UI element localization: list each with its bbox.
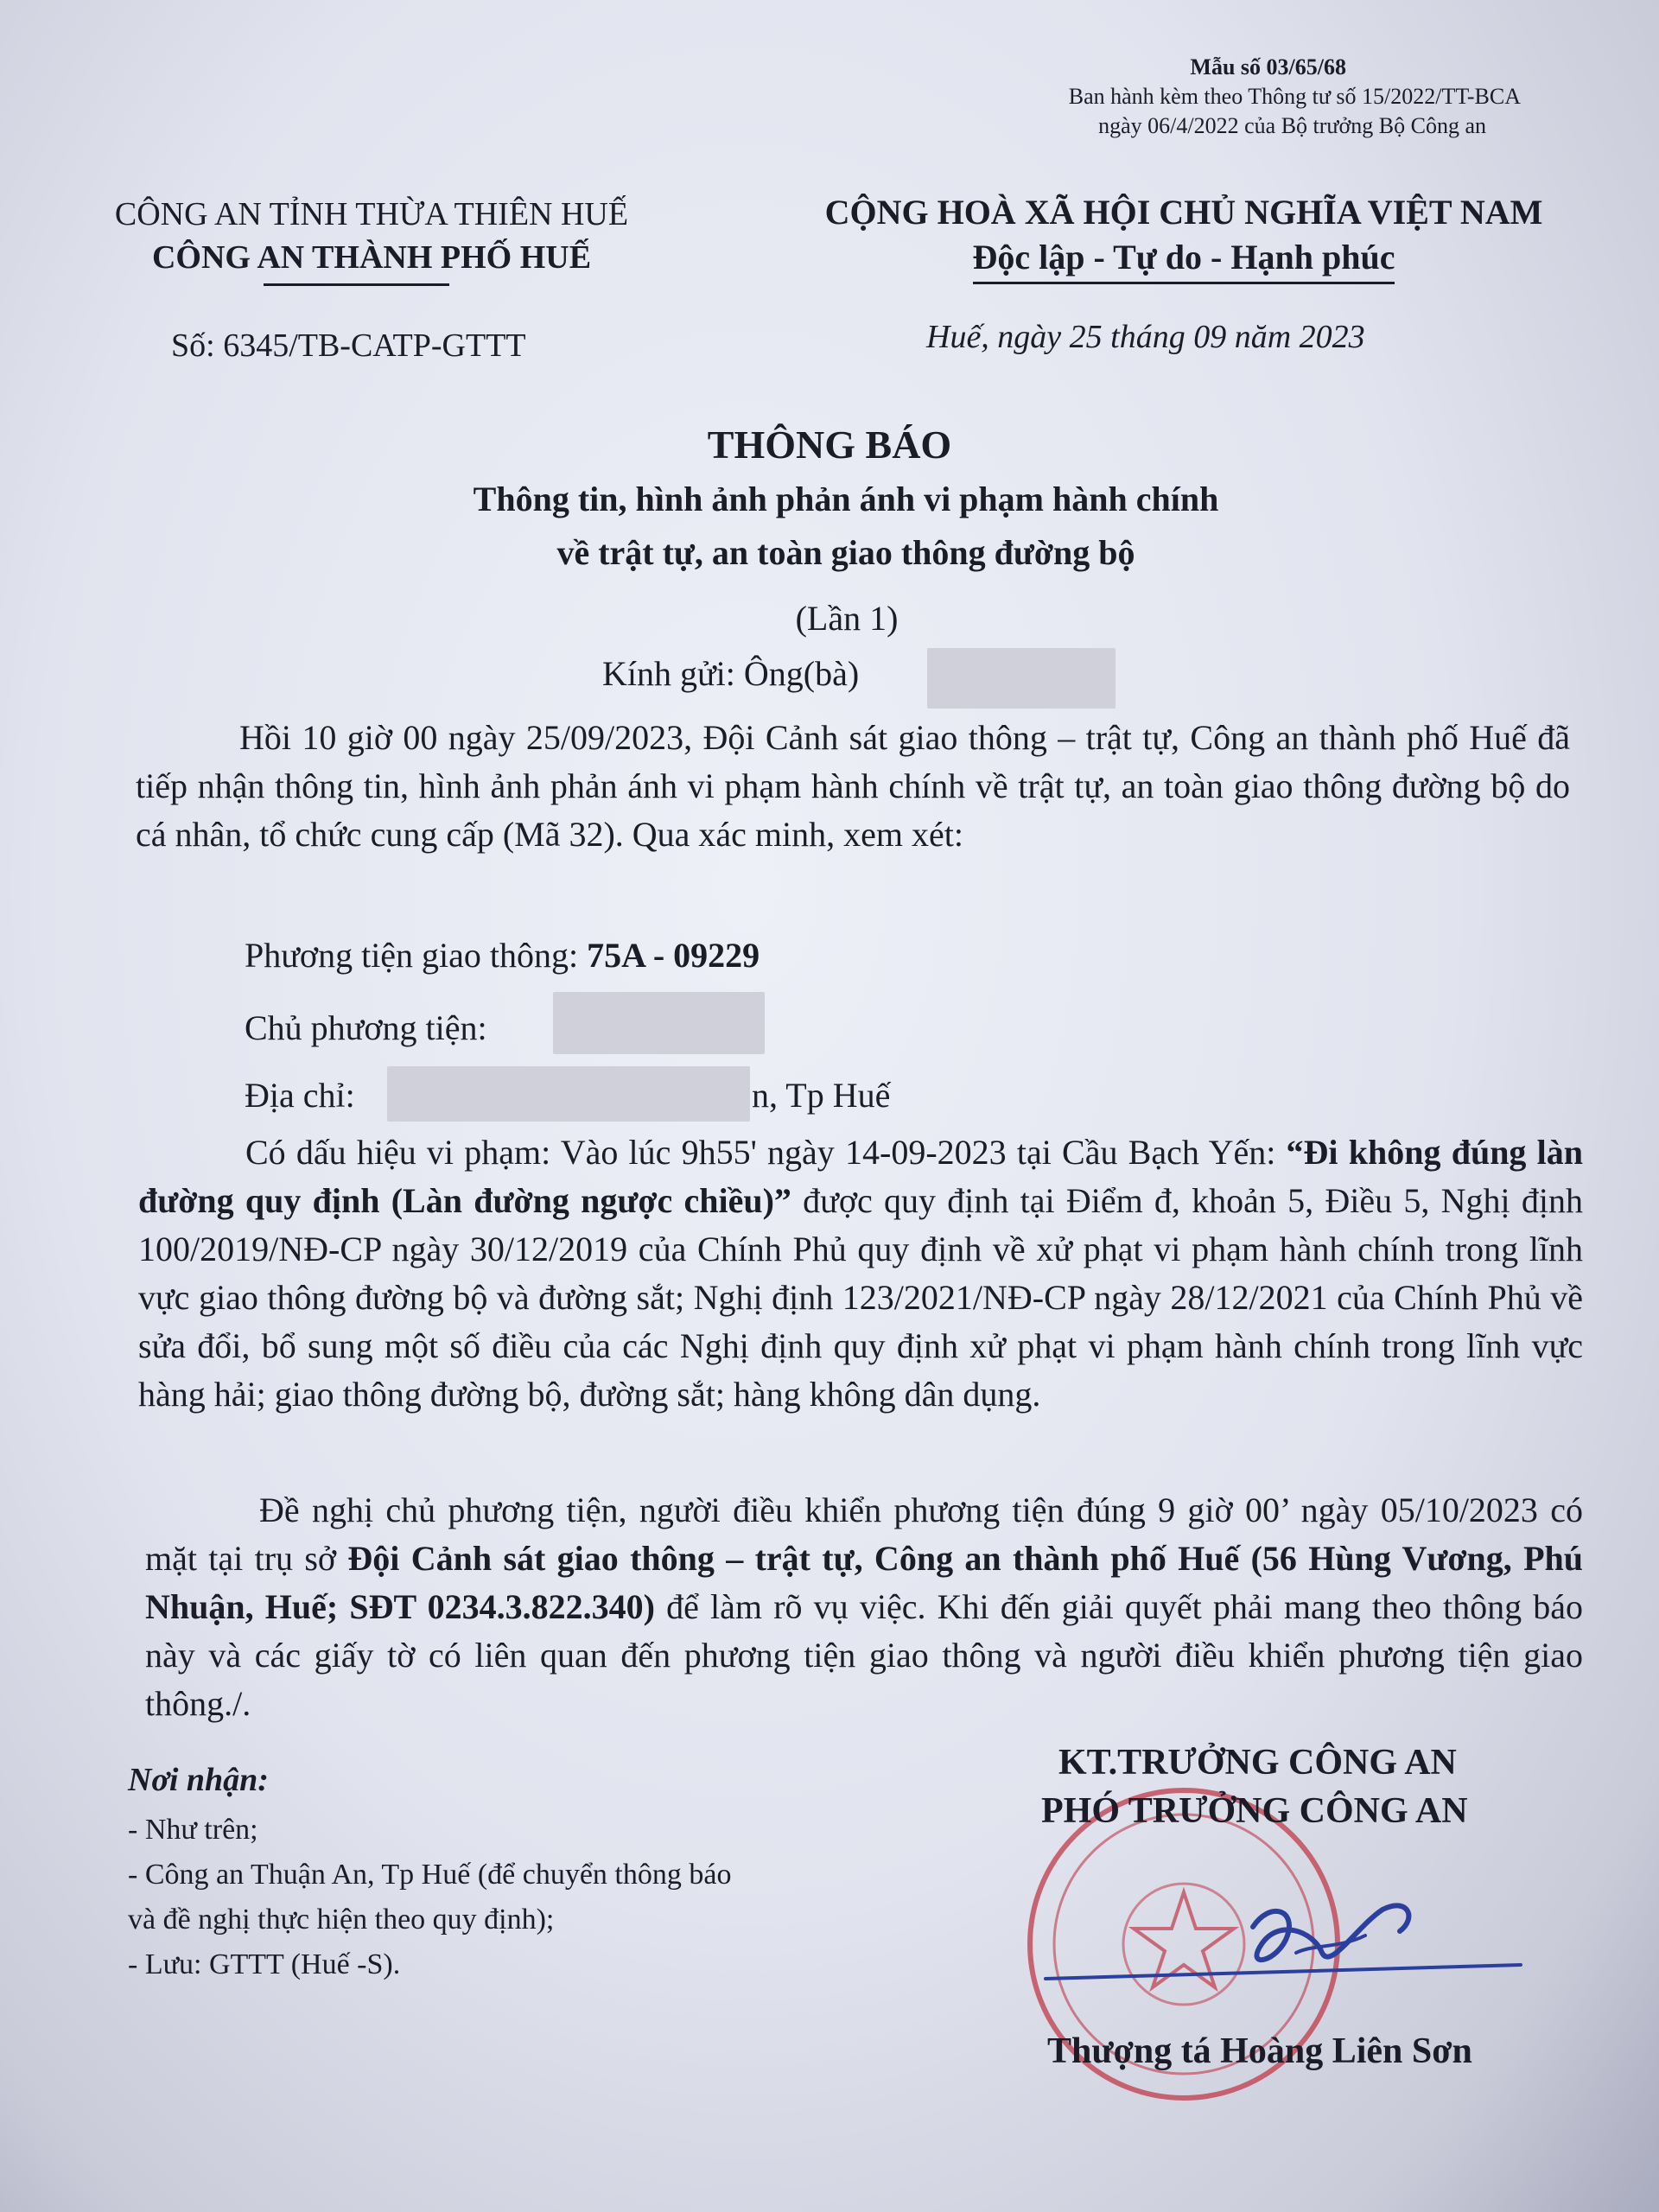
agency-city	[52, 235, 691, 281]
signature-title-2: PHÓ TRƯỞNG CÔNG AN	[1041, 1791, 1468, 1831]
redacted-address	[387, 1066, 750, 1122]
vehicle-label: Phương tiện giao thông:	[245, 936, 579, 975]
form-issued-with: Ban hành kèm theo Thông tư số 15/2022/TT-BCA	[1068, 84, 1521, 109]
owner-label: Chủ phương tiện:	[245, 1008, 487, 1047]
national-motto-text: Độc lập - Tự do - Hạnh phúc	[973, 233, 1395, 284]
violation-paragraph	[138, 1128, 1583, 1419]
form-number: Mẫu số 03/65/68	[1190, 54, 1346, 79]
addressee-label: Kính gửi: Ông(bà)	[602, 654, 860, 693]
intro-paragraph: Hồi 10 giờ 00 ngày 25/09/2023, Đội Cảnh sát giao thông – trật tự, Công an thành phố Huế đã tiếp nhận thông tin, hình ảnh phản ánh vi phạm hành chính về trật tự, an toàn giao thông đường bộ do cá nhân, tổ chức cung cấp (Mã 32). Qua xác minh, xem xét:	[136, 718, 1570, 854]
form-issued-date: ngày 06/4/2022 của Bộ trưởng Bộ Công an	[1098, 113, 1486, 138]
vehicle-plate: 75A - 09229	[587, 936, 760, 975]
recipients-heading: Nơi nhận:	[128, 1762, 269, 1798]
request-details: để làm rõ vụ việc. Khi đến giải quyết phải mang theo thông báo này và các giấy tờ có liên quan đến phương tiện giao thông và người điều khiển phương tiện giao thông./.	[145, 1587, 1584, 1723]
request-paragraph	[145, 1486, 1583, 1728]
recipient-item: và đề nghị thực hiện theo quy định);	[128, 1904, 555, 1936]
violation-intro: Có dấu hiệu vi phạm: Vào lúc 9h55' ngày 14-09-2023 tại Cầu Bạch Yến:	[245, 1133, 1287, 1172]
address-tail: n, Tp Huế	[752, 1076, 891, 1115]
recipient-item: - Như trên;	[128, 1814, 258, 1846]
signature-title-1: KT.TRƯỞNG CÔNG AN	[1058, 1743, 1457, 1783]
vehicle-line	[245, 935, 760, 976]
document-number: Số: 6345/TB-CATP-GTTT	[171, 327, 526, 364]
notice-title: THÔNG BÁO	[707, 423, 952, 467]
notice-round: (Lần 1)	[795, 599, 899, 638]
notice-subtitle-1: Thông tin, hình ảnh phản ánh vi phạm hành chính	[473, 480, 1219, 518]
violation-legal-basis: được quy định tại Điểm đ, khoản 5, Điều 5, Nghị định 100/2019/NĐ-CP ngày 30/12/2019 của Chính Phủ quy định về xử phạt vi phạm hành chính trong lĩnh vực giao thông đường bộ và đường sắt; Nghị định 123/2021/NĐ-CP ngày 28/12/2021 của Chính Phủ về sửa đổi, bổ sung một số điều của các Nghị định quy định xử phạt vi phạm hành chính trong lĩnh vực hàng hải; giao thông đường bộ, đường sắt; hàng không dân dụng.	[138, 1181, 1583, 1414]
country-name: CỘNG HOÀ XÃ HỘI CHỦ NGHĨA VIỆT NAM	[824, 193, 1543, 232]
agency-city-text: CÔNG AN THÀNH PHỐ HUẾ	[151, 239, 592, 276]
place-date: Huế, ngày 25 tháng 09 năm 2023	[926, 319, 1365, 355]
redacted-addressee	[927, 648, 1116, 709]
request-location: Đội Cảnh sát giao thông – trật tự, Công an thành phố Huế (56 Hùng Vương, Phú Nhuận, Huế; SĐT 0234.3.822.340)	[145, 1539, 1583, 1626]
handwritten-signature	[1037, 1849, 1555, 2022]
address-label: Địa chỉ:	[245, 1076, 355, 1115]
agency-underline	[264, 283, 449, 286]
national-motto	[752, 233, 1616, 284]
recipient-item: - Công an Thuận An, Tp Huế (để chuyển thông báo	[128, 1859, 732, 1891]
violation-description: “Đi không đúng làn đường quy định (Làn đường ngược chiều)”	[138, 1133, 1584, 1220]
signatory-name: Thượng tá Hoàng Liên Sơn	[1047, 2031, 1472, 2071]
recipient-item: - Lưu: GTTT (Huế -S).	[128, 1948, 401, 1980]
request-intro: Đề nghị chủ phương tiện, người điều khiển phương tiện đúng 9 giờ 00’ ngày 05/10/2023 có mặt tại trụ sở	[145, 1491, 1583, 1578]
agency-province: CÔNG AN TỈNH THỪA THIÊN HUẾ	[114, 196, 629, 232]
redacted-owner	[553, 992, 765, 1054]
notice-subtitle-2: về trật tự, an toàn giao thông đường bộ	[556, 533, 1135, 572]
